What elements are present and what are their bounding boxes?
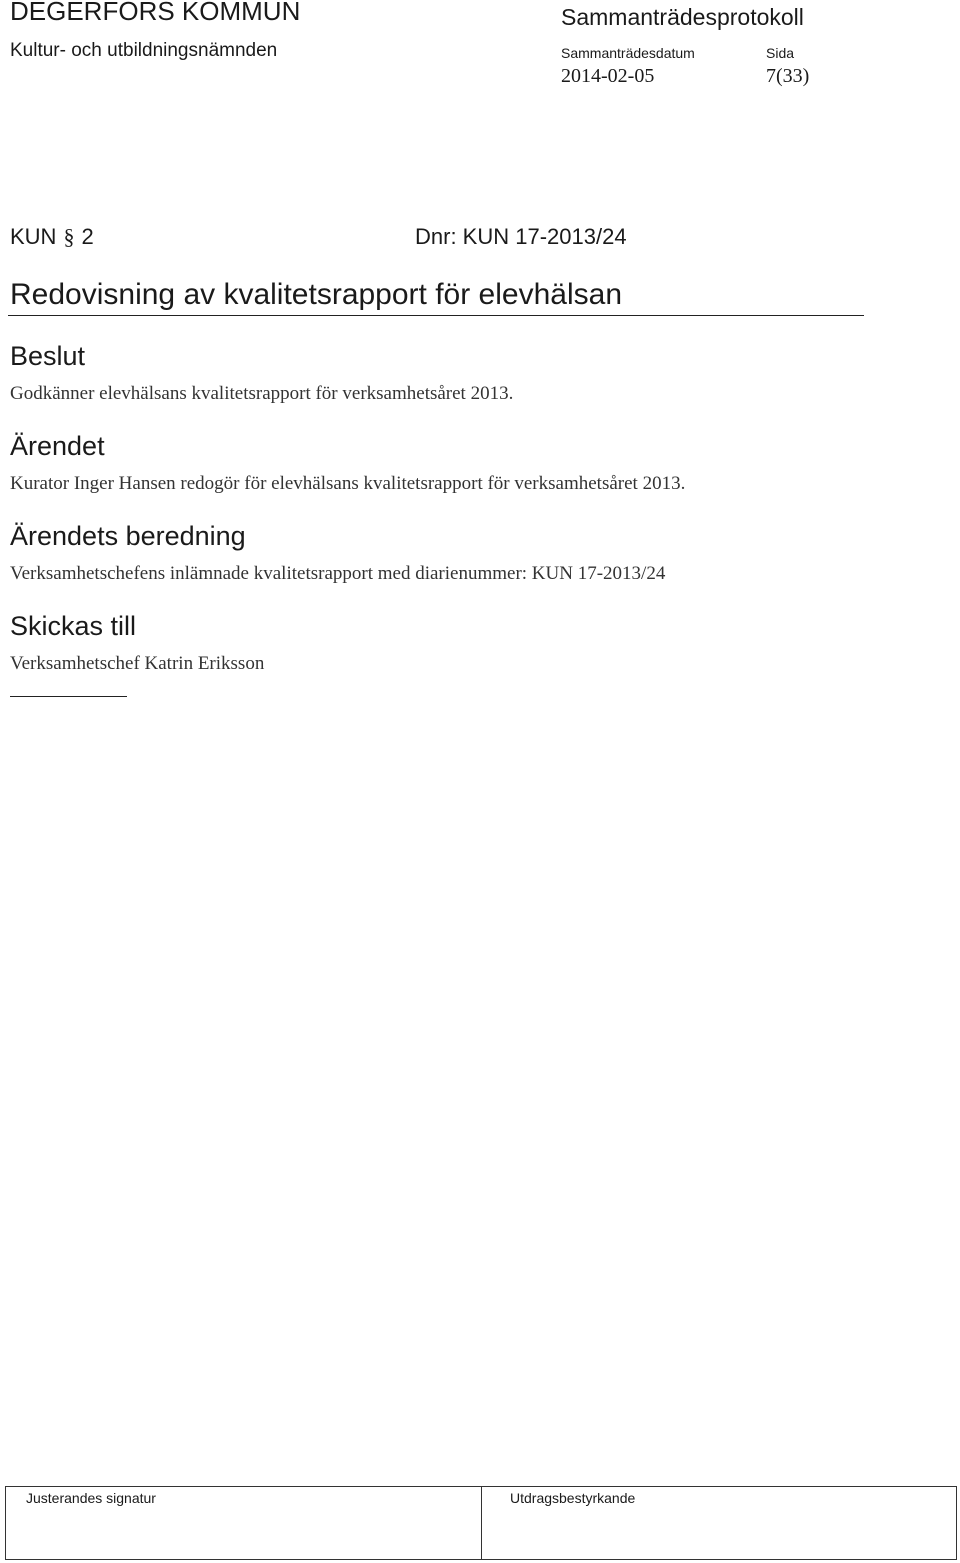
section-heading: Ärendet — [10, 431, 105, 461]
title-divider — [8, 315, 864, 316]
signature-divider — [481, 1487, 482, 1559]
page-label: Sida — [766, 45, 795, 61]
section-heading: Skickas till — [10, 611, 137, 641]
adjuster-signature-label: Justerandes signatur — [26, 1490, 156, 1506]
section-heading: Ärendets beredning — [10, 521, 246, 551]
case-title: Redovisning av kvalitetsrapport för elevhälsan — [10, 278, 622, 311]
meeting-date-value: 2014-02-05 — [561, 65, 655, 87]
end-divider — [10, 696, 127, 697]
paragraph-prefix: KUN — [10, 224, 57, 249]
section-text: Verksamhetschefens inlämnade kvalitetsrapport med diarienummer: KUN 17-2013/24 — [10, 563, 666, 584]
section-text: Kurator Inger Hansen redogör för elevhälsans kvalitetsrapport för verksamhetsåret 2013. — [10, 473, 686, 494]
organization-name: DEGERFORS KOMMUN — [10, 0, 301, 26]
section-text: Verksamhetschef Katrin Eriksson — [10, 653, 265, 674]
committee-name: Kultur- och utbildningsnämnden — [10, 40, 278, 61]
paragraph-value: 2 — [81, 224, 94, 249]
document-type: Sammanträdesprotokoll — [561, 4, 804, 30]
paragraph-number — [10, 224, 94, 250]
section-heading: Beslut — [10, 341, 86, 371]
extract-certification-label: Utdragsbestyrkande — [510, 1490, 636, 1506]
meeting-date-label: Sammanträdesdatum — [561, 45, 695, 61]
section-sign-icon: § — [63, 224, 75, 249]
page-number: 7(33) — [766, 65, 810, 87]
section-text: Godkänner elevhälsans kvalitetsrapport för verksamhetsåret 2013. — [10, 383, 514, 404]
signature-footer — [5, 1486, 957, 1560]
registration-number: Dnr: KUN 17-2013/24 — [415, 224, 627, 249]
